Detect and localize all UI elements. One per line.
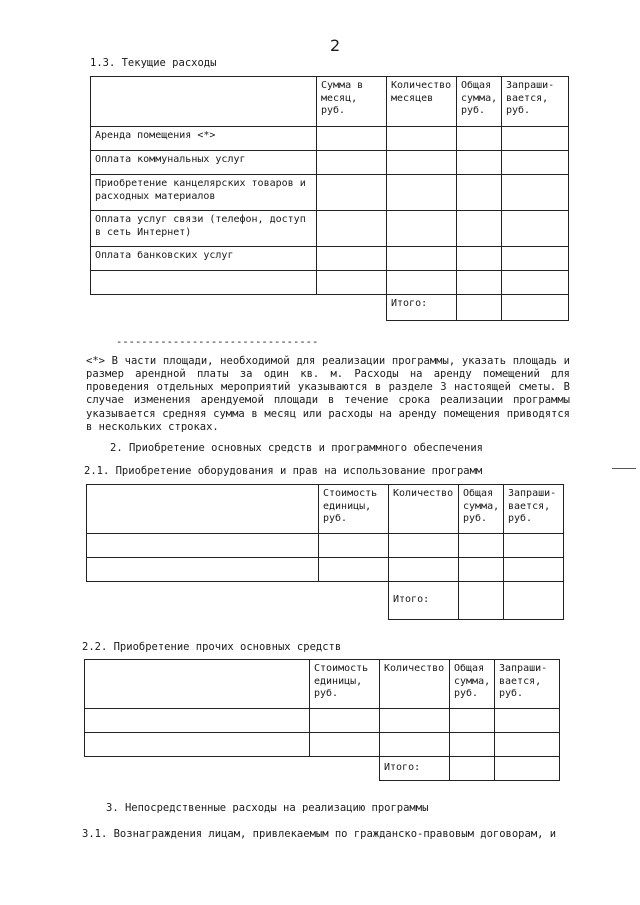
row-label [91,271,317,295]
table-row [91,247,569,271]
table-cell [457,295,502,321]
table-row [91,175,569,211]
table-cell [317,295,387,321]
total-row [85,757,560,781]
table-cell [317,211,387,247]
row-label: Оплата услуг связи (телефон, доступ в сеть Интернет) [91,211,317,247]
table-cell [380,709,450,733]
table-cell [310,709,380,733]
row-label: Приобретение канцелярских товаров и расходных материалов [91,175,317,211]
table-cell [91,295,317,321]
col-header-total-sum: Общая сумма, руб. [459,485,504,534]
table-cell [387,151,457,175]
col-header-requested: Запраши-вается, руб. [495,660,560,709]
table-cell [457,175,502,211]
col-header-blank [85,660,310,709]
table-cell [450,757,495,781]
table-cell [457,151,502,175]
table-cell [389,534,459,558]
total-row [87,582,564,620]
table-cell [457,247,502,271]
table-row [87,534,564,558]
table-cell [502,175,569,211]
table-cell [310,757,380,781]
page-number: 2 [330,36,341,55]
col-header-unit-cost: Стоимость единицы, руб. [310,660,380,709]
section-2-1-title: 2.1. Приобретение оборудования и прав на использование программ [84,465,483,477]
col-header-requested: Запраши-вается, руб. [502,77,569,127]
table-cell [495,733,560,757]
col-header-blank [91,77,317,127]
total-label: Итого: [387,295,457,321]
other-assets-table [84,659,560,781]
table-cell [317,271,387,295]
table-cell [504,582,564,620]
table-cell [457,127,502,151]
table-cell [317,175,387,211]
total-row [91,295,569,321]
table-cell [387,271,457,295]
table-cell [457,211,502,247]
table-cell [459,558,504,582]
table-cell [310,733,380,757]
section-3-1-title: 3.1. Вознаграждения лицам, привлекаемым по гражданско-правовым договорам, и [82,828,557,840]
table-cell [317,247,387,271]
col-header-months-count: Количество месяцев [387,77,457,127]
equipment-table-body [86,484,564,620]
table-cell [380,733,450,757]
footnote-text: <*> В части площади, необходимой для реализации программы, указать площадь и размер арендной платы за один кв. м. Расходы на аренду помещений для проведения отдельных мероприятий указываются в разделе 3 настоящей сметы. В случае изменения арендуемой площади в течение срока реализации программы указывается средняя сумма в месяц или расходы на аренду помещения приводятся в нескольких строках. [86,355,570,433]
table-cell [504,534,564,558]
col-header-monthly-sum: Сумма в месяц, руб. [317,77,387,127]
table-cell [502,211,569,247]
section-1-3-title: 1.3. Текущие расходы [90,57,217,69]
table-cell [502,127,569,151]
row-label: Аренда помещения <*> [91,127,317,151]
table-cell [87,534,319,558]
table-cell [387,127,457,151]
footnote-separator: -------------------------------- [116,336,319,348]
table-cell [504,558,564,582]
table-cell [319,582,389,620]
table-cell [459,534,504,558]
table-cell [317,127,387,151]
current-expenses-table [90,76,569,321]
table-cell [459,582,504,620]
table-cell [450,709,495,733]
table-cell [85,733,310,757]
col-header-total-sum: Общая сумма, руб. [450,660,495,709]
table-cell [87,582,319,620]
col-header-blank [87,485,319,534]
table-cell [502,271,569,295]
table-row [85,709,560,733]
table-cell [387,211,457,247]
table-cell [389,558,459,582]
table-row [87,558,564,582]
table-cell [450,733,495,757]
col-header-requested: Запраши-вается, руб. [504,485,564,534]
table-cell [387,175,457,211]
table-cell [495,709,560,733]
table-cell [319,558,389,582]
table-cell [457,271,502,295]
col-header-quantity: Количество [389,485,459,534]
section-3-title: 3. Непосредственные расходы на реализацию программы [106,802,429,814]
table-row [91,271,569,295]
table-row [91,151,569,175]
table-cell [387,247,457,271]
table-cell [495,757,560,781]
col-header-quantity: Количество [380,660,450,709]
table-cell [317,151,387,175]
table-cell [85,757,310,781]
total-label: Итого: [380,757,450,781]
total-label: Итого: [389,582,459,620]
table-cell [85,709,310,733]
table-row [85,733,560,757]
section-2-2-title: 2.2. Приобретение прочих основных средств [82,641,342,653]
table-cell [87,558,319,582]
table-cell [319,534,389,558]
table-cell [502,151,569,175]
col-header-total-sum: Общая сумма, руб. [457,77,502,127]
table-row [91,127,569,151]
col-header-unit-cost: Стоимость единицы, руб. [319,485,389,534]
section-2-title: 2. Приобретение основных средств и программного обеспечения [110,442,483,454]
table-cell [502,295,569,321]
row-label: Оплата коммунальных услуг [91,151,317,175]
row-label: Оплата банковских услуг [91,247,317,271]
table-row [91,211,569,247]
margin-line [612,468,636,469]
table-cell [502,247,569,271]
